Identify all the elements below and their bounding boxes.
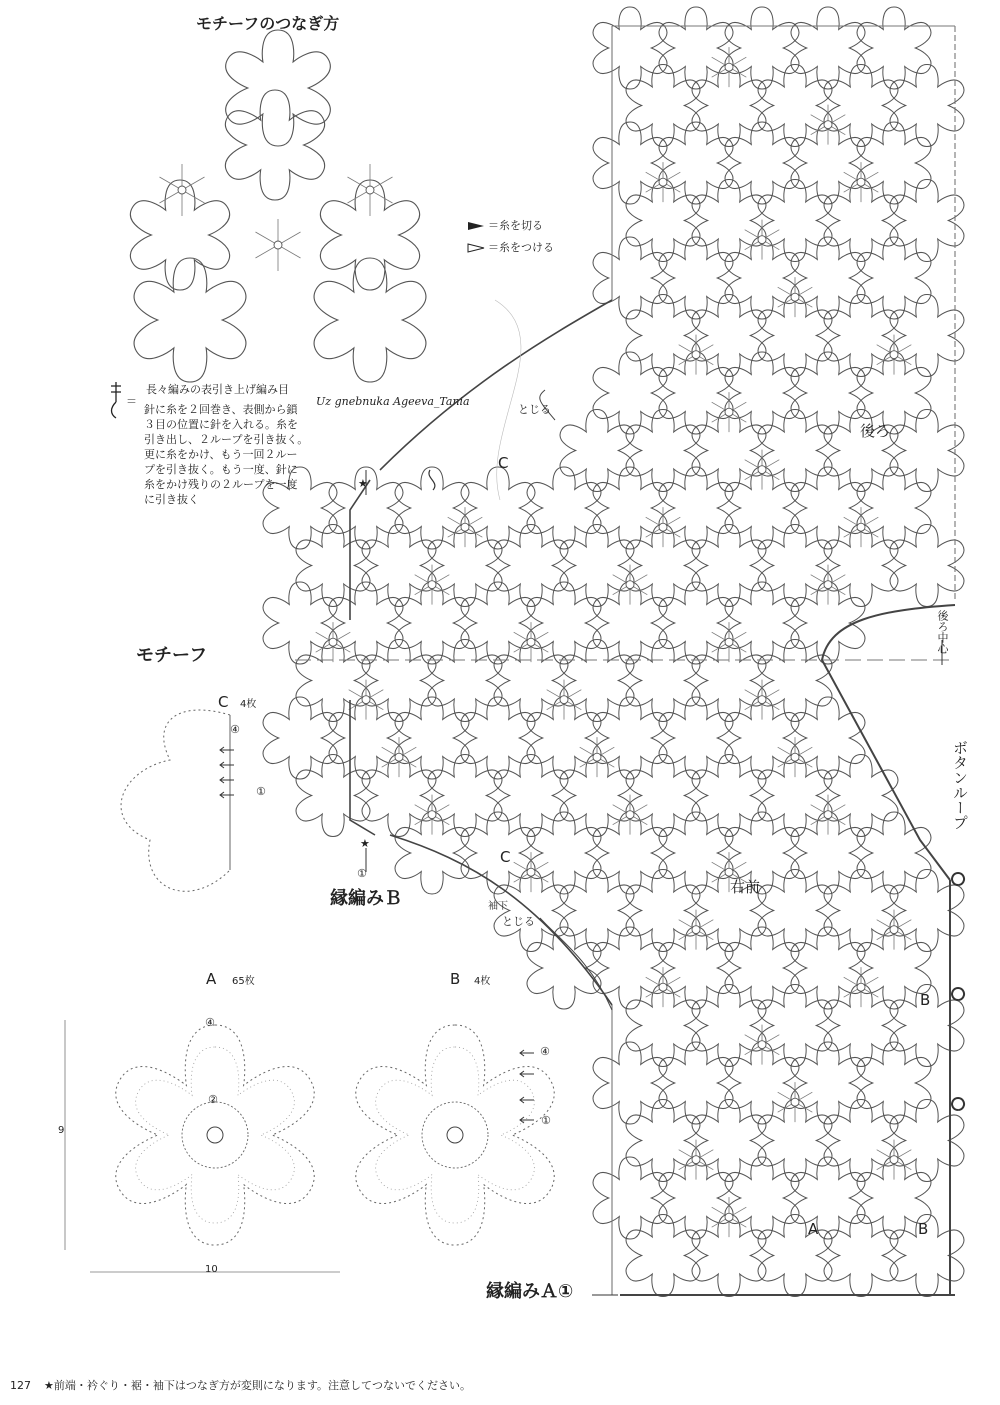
cut-yarn-legend: ＝糸を切る (488, 219, 543, 232)
motif-a-outline (824, 755, 898, 837)
join-ring (692, 351, 700, 359)
motif-c-letter: C (218, 693, 229, 711)
motif-a-outline (626, 870, 700, 952)
join-ring (758, 466, 766, 474)
motif-a-outline (659, 582, 733, 664)
join-ring (725, 868, 733, 876)
motif-a-outline (659, 7, 733, 89)
join-ring (626, 581, 634, 589)
button-loop (952, 873, 964, 885)
motif-a-outline (593, 697, 667, 779)
joining-motif (226, 30, 331, 146)
motif-a-outline (758, 525, 832, 607)
join-ring (725, 408, 733, 416)
motif-b-chart-center (447, 1127, 463, 1143)
motif-a-outline (593, 7, 667, 89)
footer-note: ★前端・衿ぐり・裾・袖下はつなぎ方が変則になります。注意してつないでください。 (44, 1379, 471, 1392)
motif-a-outline (758, 410, 832, 492)
motif-a-outline (725, 582, 799, 664)
motif-a-in-grid: A (808, 1220, 819, 1238)
stitch-name: 長々編みの表引き上げ編み目 (146, 383, 289, 396)
motif-a-outline (593, 237, 667, 319)
stitch-instructions (144, 402, 308, 507)
motif-a-count: 65枚 (232, 976, 255, 987)
motif-a-chart-outer (116, 1025, 314, 1245)
motif-a-outline (428, 640, 502, 722)
motif-a-outline (857, 467, 931, 549)
attach-yarn-legend: ＝糸をつける (488, 241, 554, 254)
stitch-line: 針に糸を２回巻き、表側から鎖 (144, 403, 298, 416)
motif-a-outline (857, 122, 931, 204)
join-ring (890, 1156, 898, 1164)
motif-a-outline (692, 755, 766, 837)
motif-a-outline (890, 65, 964, 147)
motif-a-outline (758, 65, 832, 147)
motif-a-outline (626, 295, 700, 377)
round-arrow (520, 1071, 534, 1077)
round-arrow (220, 762, 234, 768)
motif-a-outline (791, 352, 865, 434)
motif-a-outline (857, 237, 931, 319)
motif-a-outline (395, 697, 469, 779)
motif-a-outline (593, 927, 667, 1009)
edging-b-label: 縁編みＢ (330, 888, 402, 909)
motif-a-chart-ring (182, 1102, 248, 1168)
motif-a-outline (659, 812, 733, 894)
motif-a-outline (725, 352, 799, 434)
stitch-line: 更に糸をかけ、もう一回２ルー (144, 448, 298, 461)
motif-a-outline (791, 467, 865, 549)
stitch-line: 引き出し、２ループを引き抜く。 (144, 433, 309, 446)
stitch-symbol (111, 382, 121, 418)
motif-a-outline (857, 1042, 931, 1124)
round-arrow (220, 747, 234, 753)
motif-a-outline (362, 525, 436, 607)
motif-a-outline (890, 1100, 964, 1182)
join-ring (274, 241, 282, 249)
join-ring (857, 178, 865, 186)
motif-a-outline (758, 985, 832, 1067)
motif-a-outline (890, 295, 964, 377)
motif-a-outline (758, 1215, 832, 1297)
join-ring (725, 638, 733, 646)
motif-b-round4: ④ (540, 1045, 550, 1058)
star-top: ★ (358, 477, 368, 490)
join-ring (626, 811, 634, 819)
join-ring (395, 753, 403, 761)
motif-a-outline (593, 352, 667, 434)
join-ring (725, 1213, 733, 1221)
join-ring (791, 753, 799, 761)
motif-a-outline (791, 237, 865, 319)
sleeve-edge (350, 300, 612, 835)
join-ring (692, 1156, 700, 1164)
motif-a-outline (890, 180, 964, 262)
joining-title: モチーフのつなぎ方 (196, 14, 340, 33)
motif-a-outline (626, 755, 700, 837)
motif-a-outline (263, 582, 337, 664)
close-top-label: とじる (518, 403, 551, 416)
join-ring (659, 523, 667, 531)
join-ring (178, 186, 186, 194)
round-arrow (520, 1050, 534, 1056)
join-ring (366, 186, 374, 194)
button-loop (952, 1098, 964, 1110)
motif-title: モチーフ (136, 645, 208, 666)
motif-a-outline (725, 927, 799, 1009)
motif-b-lower: B (918, 1220, 929, 1238)
page-number: 127 (10, 1379, 31, 1392)
round-arrow (520, 1097, 534, 1103)
motif-a-outline (659, 237, 733, 319)
motif-a-chart-inner (136, 1047, 295, 1223)
motif-a-outline (593, 1042, 667, 1124)
join-ring (428, 581, 436, 589)
join-ring (857, 983, 865, 991)
motif-a-outline (791, 927, 865, 1009)
right-front-label: 右前 (730, 878, 761, 896)
motif-b-count: 4枚 (474, 976, 491, 987)
motif-a-outline (791, 1157, 865, 1239)
sleeve-under-label: 袖下 (488, 901, 508, 912)
cut-yarn-icon (468, 222, 484, 230)
join-ring (758, 696, 766, 704)
motif-a-outline (593, 467, 667, 549)
motif-a-outline (527, 927, 601, 1009)
motif-a-outline (758, 870, 832, 952)
join-ring (857, 523, 865, 531)
motif-a-outline (461, 697, 535, 779)
join-ring (890, 926, 898, 934)
joining-motif (225, 90, 324, 200)
motif-a-outline (494, 755, 568, 837)
motif-c-lower: C (500, 848, 511, 866)
motif-a-outline (857, 7, 931, 89)
stitch-line: 糸をかけ残りの２ループを一度 (144, 478, 298, 491)
motif-a-outline (758, 180, 832, 262)
join-ring (362, 696, 370, 704)
motif-a-outline (791, 7, 865, 89)
motif-a-outline (296, 755, 370, 837)
join-ring (824, 581, 832, 589)
motif-a-outline (560, 410, 634, 492)
join-ring (560, 696, 568, 704)
motif-b-upper: B (920, 991, 931, 1009)
motif-a-outline (791, 1042, 865, 1124)
join-ring (758, 236, 766, 244)
center-back-label: 後ろ中心 (936, 610, 949, 654)
motif-a-outline (626, 65, 700, 147)
joining-diagram (111, 30, 484, 418)
motif-a-width: 10 (205, 1264, 218, 1275)
close-bottom-label: とじる (502, 915, 535, 928)
join-ring (527, 638, 535, 646)
motif-b-chart-ring (422, 1102, 488, 1168)
motif-a-outline (626, 1215, 700, 1297)
motif-a-chart-center (207, 1127, 223, 1143)
motif-a-outline (725, 1157, 799, 1239)
motif-b-letter: B (450, 970, 461, 988)
watermark-flourish (429, 470, 435, 490)
round-arrow (220, 792, 234, 798)
join-ring (329, 638, 337, 646)
motif-a-outline (296, 525, 370, 607)
motif-a-outline (560, 525, 634, 607)
motif-a-outline (461, 812, 535, 894)
garment-outline (295, 26, 964, 1295)
motif-a-outline (824, 1215, 898, 1297)
motif-c-upper: C (498, 454, 509, 472)
motif-b-chart-outer (356, 1025, 554, 1245)
motif-a-outline (824, 65, 898, 147)
motif-a-outline (659, 122, 733, 204)
motif-a-outline (890, 525, 964, 607)
motif-b-round1: ① (541, 1114, 551, 1127)
motif-a-outline (824, 295, 898, 377)
joining-motif (130, 180, 229, 290)
motif-a-outline (263, 697, 337, 779)
motif-a-letter: A (206, 970, 217, 988)
join-ring (791, 1098, 799, 1106)
motif-a-outline (494, 525, 568, 607)
motif-b-chart-inner (376, 1047, 535, 1223)
join-ring (791, 293, 799, 301)
motif-a-outline (857, 812, 931, 894)
motif-grid (263, 7, 964, 1297)
star-bottom: ★ (360, 837, 370, 850)
motif-a-outline (791, 697, 865, 779)
motif-a-outline (824, 1100, 898, 1182)
round-arrow (220, 777, 234, 783)
motif-c-count: 4枚 (240, 699, 257, 710)
button-loop-label: ボタンループ (951, 740, 969, 830)
motif-a-outline (527, 812, 601, 894)
stitch-eq: ＝ (126, 395, 137, 408)
join-ring (527, 868, 535, 876)
motif-c-round4: ④ (230, 723, 240, 736)
joining-motif (134, 258, 246, 382)
join-ring (824, 121, 832, 129)
motif-a-outline (527, 582, 601, 664)
watermark: Uz gnebnuka Ageeva_Tania (316, 395, 470, 408)
edging-a-label: 縁編みＡ① (486, 1281, 574, 1302)
motif-c-round1: ① (256, 785, 266, 798)
motif-a-outline (692, 525, 766, 607)
round-one-mark: ① (357, 867, 367, 880)
motif-a-outline (626, 410, 700, 492)
motif-a-outline (593, 122, 667, 204)
motif-a-outline (626, 1100, 700, 1182)
motif-a-outline (890, 410, 964, 492)
motif-a-outline (692, 295, 766, 377)
back-label: 後ろ (860, 422, 891, 440)
joining-motif (314, 258, 426, 382)
join-ring (659, 983, 667, 991)
motif-a-outline (659, 697, 733, 779)
join-ring (824, 811, 832, 819)
stitch-line: に引き抜く (144, 493, 199, 506)
motif-a-outline (428, 755, 502, 837)
join-ring (659, 178, 667, 186)
motif-a-outline (758, 640, 832, 722)
motif-a-round4: ④ (205, 1016, 215, 1029)
join-ring (890, 351, 898, 359)
motif-a-round2: ② (208, 1093, 218, 1106)
motif-a-outline (362, 640, 436, 722)
motif-a-outline (560, 640, 634, 722)
motif-a-height: 9 (58, 1125, 65, 1136)
motif-a-outline (659, 467, 733, 549)
motif-a-outline (461, 467, 535, 549)
motif-a-outline (329, 582, 403, 664)
motif-a-outline (692, 985, 766, 1067)
join-ring (593, 753, 601, 761)
stitch-line: プを引き抜く。もう一度、針に (144, 463, 298, 476)
motif-a-outline (659, 1042, 733, 1124)
motif-a-outline (560, 870, 634, 952)
round-arrow (520, 1117, 534, 1123)
annotations (429, 470, 435, 490)
join-ring (428, 811, 436, 819)
join-ring (725, 63, 733, 71)
join-ring (461, 523, 469, 531)
motif-a-outline (725, 7, 799, 89)
motif-a-outline (824, 870, 898, 952)
motif-a-outline (692, 1100, 766, 1182)
motif-a-outline (692, 180, 766, 262)
motif-a-outline (626, 640, 700, 722)
motif-a-outline (461, 582, 535, 664)
attach-yarn-icon (468, 244, 484, 252)
motif-c-chart (121, 710, 230, 891)
button-loop (952, 988, 964, 1000)
join-ring (692, 926, 700, 934)
join-ring (758, 1041, 766, 1049)
motif-a-outline (725, 122, 799, 204)
motif-a-outline (593, 1157, 667, 1239)
stitch-line: ３目の位置に針を入れる。糸を (144, 418, 298, 431)
motif-a-outline (527, 467, 601, 549)
